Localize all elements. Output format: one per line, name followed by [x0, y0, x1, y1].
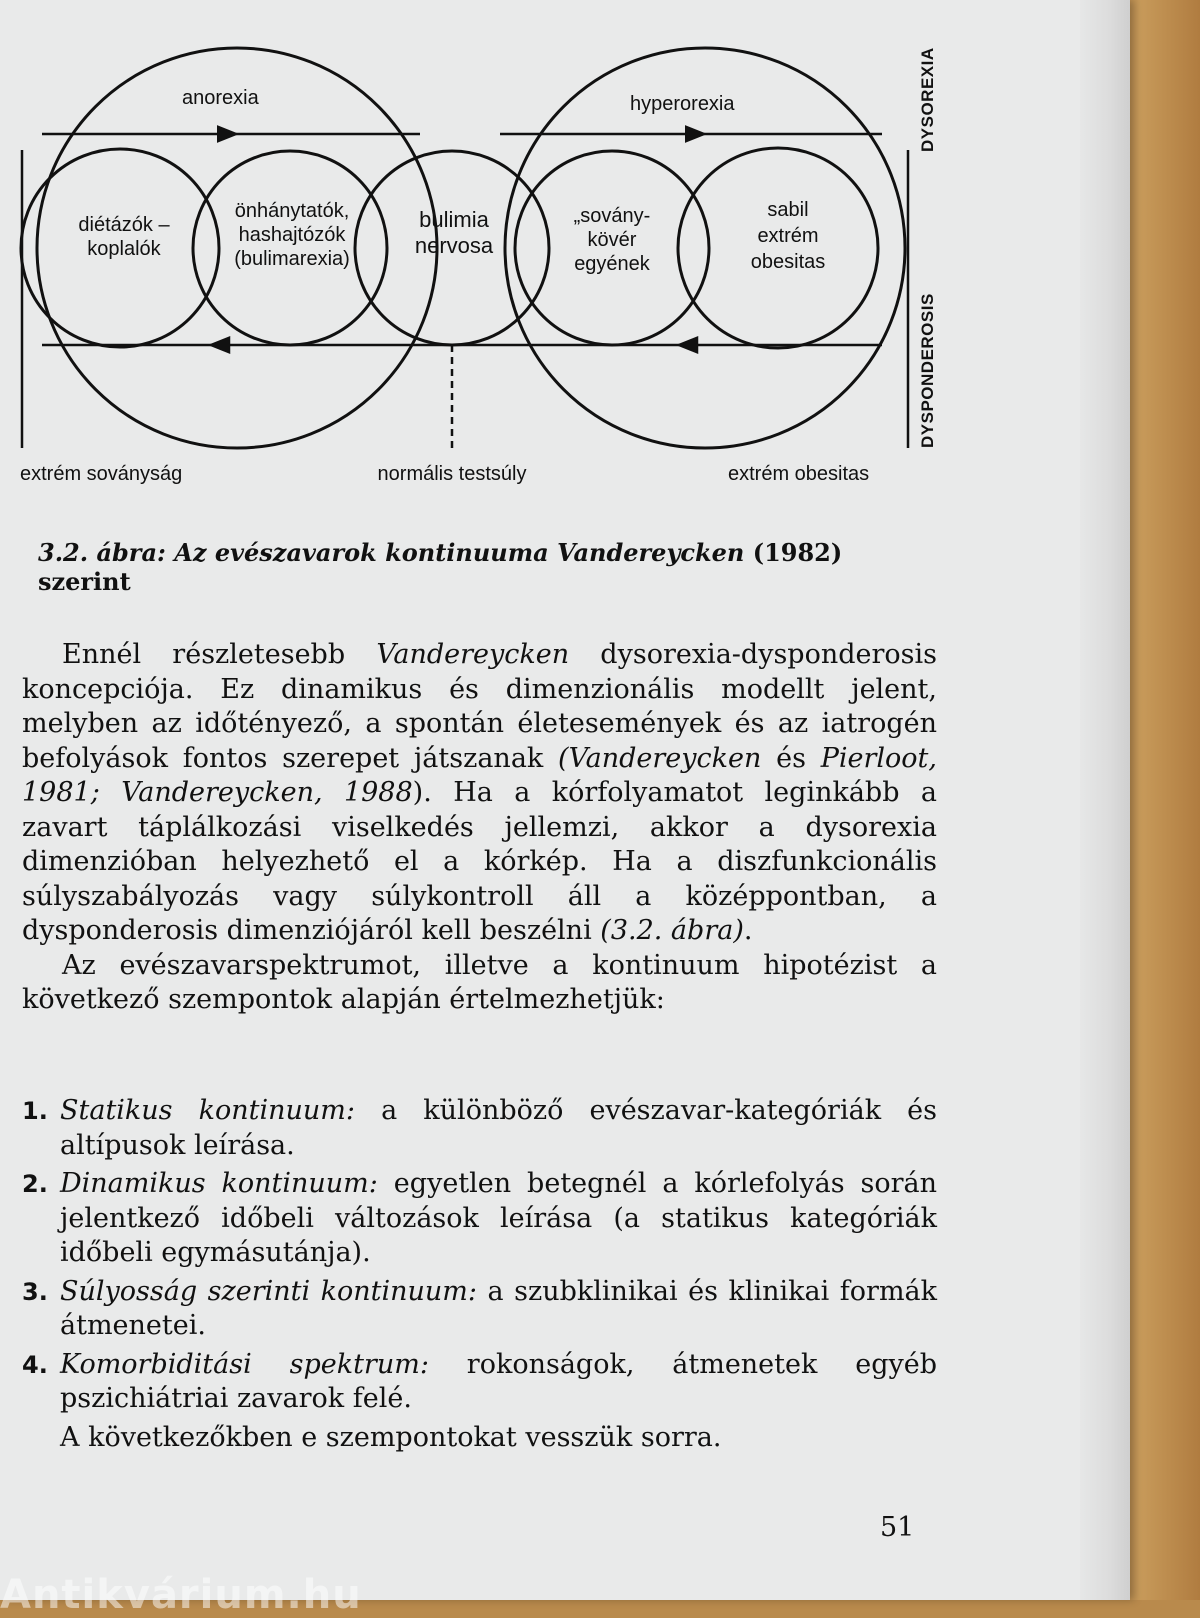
- list-term: Dinamikus kontinuum:: [60, 1168, 378, 1199]
- list-number: 3.: [22, 1277, 48, 1306]
- page-edge-shadow: [1080, 0, 1130, 1600]
- caption-suffix: (1982) szerint: [38, 538, 843, 596]
- label-hyperorexia: hyperorexia: [630, 93, 735, 115]
- list-text: a szubklinikai és klinikai formák átmenetei.: [60, 1275, 937, 1341]
- list-text: egyetlen betegnél a kórlefolyás során jelentkező időbeli változások leírása (a statikus kategóriák időbeli egymásutánja).: [60, 1168, 937, 1268]
- label-sabil-1: sabil: [767, 199, 809, 221]
- list-number: 1.: [22, 1097, 48, 1125]
- list-text: a különböző evészavar-kategóriák és altípusok leírása.: [60, 1095, 937, 1161]
- p1-figure-ref: (3.2. ábra): [600, 915, 744, 946]
- p1-text-2: dysorexia-dysponderosis koncepciója. Ez dinamikus és dimenzionális modellt jelent, melyben az időtényező, a spontán életesemények és az iatrogén befolyások fontos szerepet játszanak: [22, 639, 938, 774]
- list-term: Statikus kontinuum:: [60, 1095, 355, 1126]
- p1-citation-2: Pierloot, 1981; Vandereycken, 1988: [22, 742, 937, 808]
- list-text: rokonságok, átmenetek egyéb pszichiátriai zavarok felé.: [60, 1348, 937, 1414]
- label-bulimia-2: nervosa: [414, 233, 494, 258]
- paragraph-2: Az evészavarspektrumot, illetve a kontinuum hipotézist a következő szempontok alapján értelmezhetjük:: [22, 949, 937, 1015]
- label-dysponderosis: DYSPONDEROSIS: [918, 293, 937, 448]
- label-sabil-3: obesitas: [750, 251, 826, 273]
- list-item: [22, 1094, 937, 1163]
- label-dietazok-2: koplalók: [87, 238, 161, 260]
- caption-author: Vandereycken: [557, 538, 745, 567]
- label-anorexia: anorexia: [182, 87, 259, 109]
- p1-text-5: .: [743, 915, 753, 946]
- label-dietazok-1: diétázók –: [78, 214, 170, 236]
- axis-label-right: extrém obesitas: [728, 463, 870, 485]
- body-text: [22, 638, 937, 1018]
- label-onhanytatok-2: hashajtózók: [238, 224, 346, 246]
- list-number: 2.: [22, 1170, 48, 1198]
- p1-text-1: Ennél részletesebb: [62, 639, 377, 670]
- numbered-list: [22, 1094, 937, 1455]
- label-dysorexia: DYSOREXIA: [918, 47, 937, 152]
- list-item: [22, 1167, 937, 1271]
- continuum-diagram: [0, 0, 960, 520]
- label-onhanytatok-3: (bulimarexia): [234, 248, 350, 270]
- list-number: 4.: [22, 1350, 48, 1379]
- paragraph-1: [22, 638, 937, 949]
- closing-sentence: A következőkben e szempontokat vesszük sorra.: [60, 1421, 722, 1453]
- label-sovany-1: „sovány-: [573, 205, 651, 227]
- watermark: Antikvárium.hu: [0, 1572, 362, 1618]
- list-item: [22, 1348, 937, 1417]
- page-number: 51: [880, 1512, 915, 1543]
- label-bulimia-1: bulimia: [419, 207, 489, 232]
- p1-text-4: ). Ha a kórfolyamatot leginkább a zavart táplálkozási viselkedés jellemzi, akkor a dysorexia dimenzióban helyezhető el a kórkép. Ha a diszfunkcionális súlyszabályozás vagy súlykontroll áll a középpontban, a dysponderosis dimenziójáról kell beszélni: [22, 777, 937, 946]
- axis-label-middle: normális testsúly: [377, 463, 527, 485]
- figure-caption: [38, 538, 938, 596]
- p1-citation-1: (Vandereycken: [558, 742, 762, 774]
- list-term: Súlyosság szerinti kontinuum:: [60, 1275, 477, 1307]
- axis-label-left: extrém soványság: [20, 463, 183, 485]
- caption-prefix: 3.2. ábra: Az evészavarok kontinuuma: [38, 538, 558, 567]
- p1-text-3: és: [761, 742, 821, 774]
- label-sovany-2: kövér: [587, 229, 637, 251]
- list-term: Komorbiditási spektrum:: [60, 1348, 429, 1380]
- label-onhanytatok-1: önhánytatók,: [234, 200, 350, 222]
- label-sabil-2: extrém: [757, 225, 819, 247]
- p1-author: Vandereycken: [376, 639, 570, 670]
- label-sovany-3: egyének: [574, 253, 650, 275]
- list-item: [22, 1275, 937, 1344]
